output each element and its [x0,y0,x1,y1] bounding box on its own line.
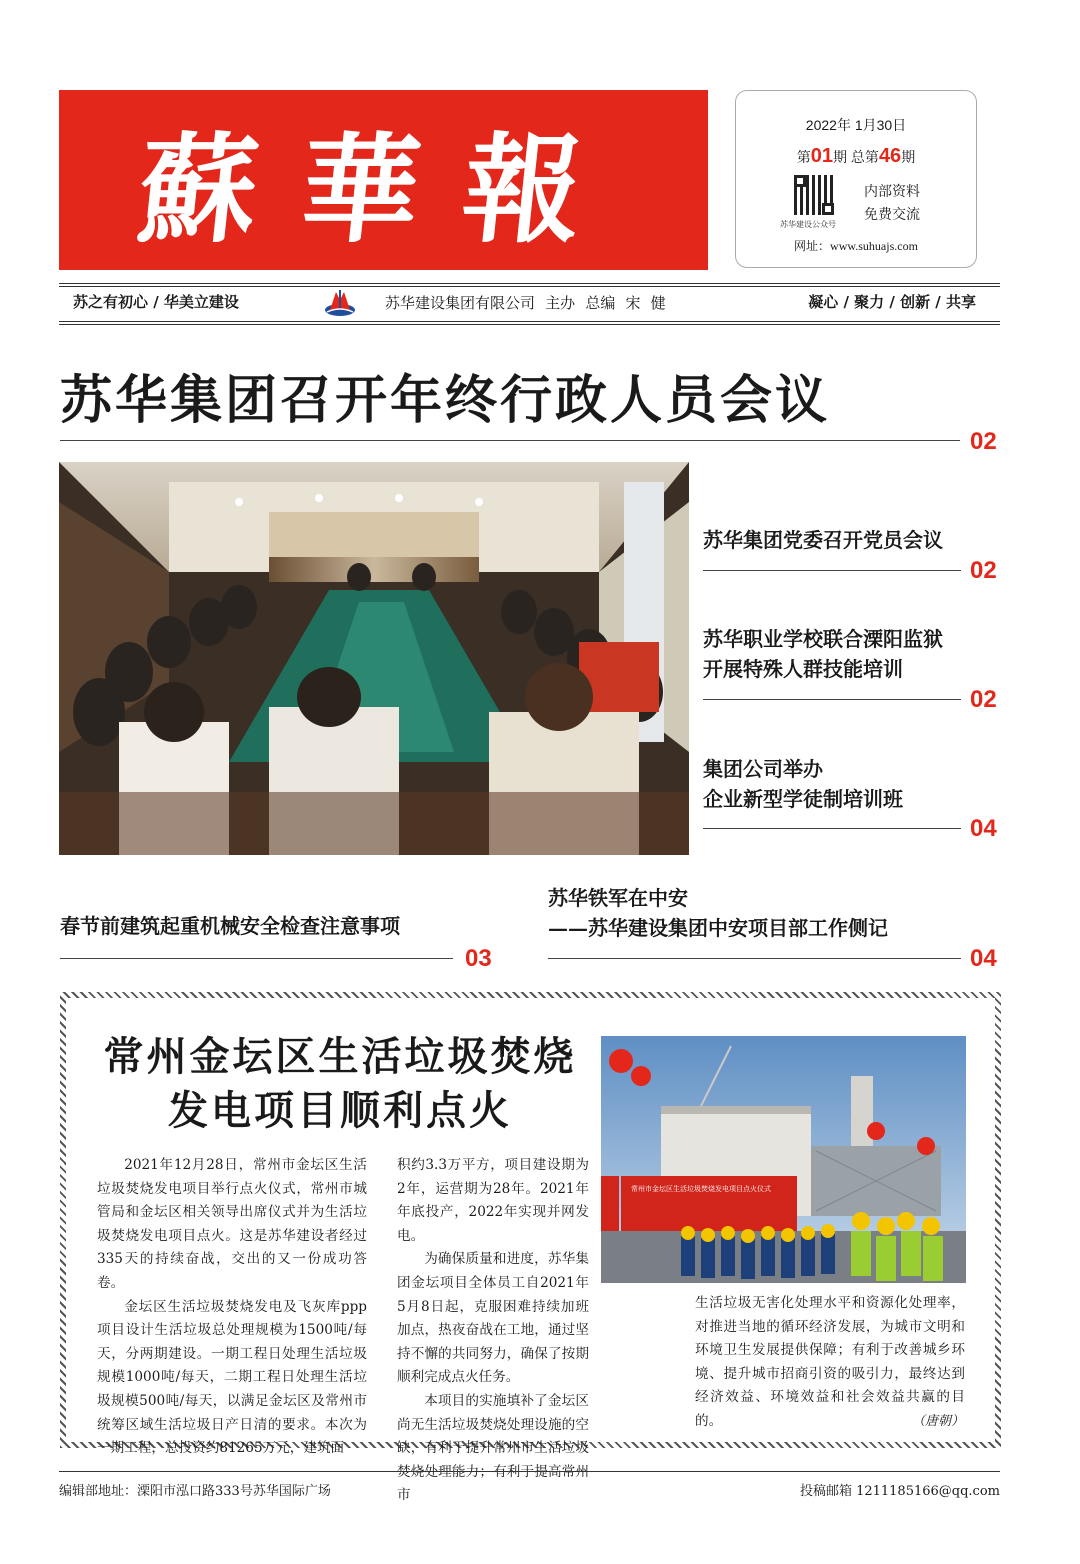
sidebar-title-party-meeting[interactable]: 苏华集团党委召开党员会议 [703,528,943,552]
sidebar-title-line: 开展特殊人群技能培训 [703,657,903,681]
free-note: 免费交流 [864,206,920,222]
website-url: 网址：www.suhuajs.com [794,239,918,253]
issue-mid: 期 总第 [833,149,879,165]
feature-headline-line1: 常州金坛区生活垃圾焚烧 [103,1033,577,1080]
feature-paragraph: 2021年12月28日，常州市金坛区生活垃圾焚烧发电项目举行点火仪式，常州市城管局和金坛区相关领导出席仪式并为生活垃圾焚烧发电项目点火。这是苏华建设者经过335天的持续奋战，交出的又一份成功答卷。 [97,1157,367,1291]
sidebar-title-prison-training[interactable] [703,624,943,684]
sidebar-page-3[interactable]: 04 [970,815,997,842]
qr-caption: 苏华建设公众号 [780,220,836,229]
masthead-banner [59,90,708,270]
sidebar-title-line: 苏华职业学校联合溧阳监狱 [703,627,943,651]
issue-date: 2022年 1月30日 [805,117,907,133]
lower-page-1[interactable]: 03 [465,945,492,972]
feature-headline[interactable] [80,1030,600,1138]
lead-headline[interactable]: 苏华集团召开年终行政人员会议 [60,370,831,431]
qr-code-icon [794,175,834,215]
feature-paragraph: 为确保质量和进度，苏华集团金坛项目全体员工自2021年5月8日起，克服困难持续加班加点，热夜奋战在工地，通过坚持不懈的共同努力，确保了按期顺利完成点火任务。 [397,1251,589,1386]
sidebar-rule-1 [703,570,961,571]
issue-suffix: 期 [901,149,916,165]
lower-rule-1 [60,958,453,959]
lower-title-line: ——苏华建设集团中安项目部工作侧记 [548,916,888,940]
ignition-ceremony-photo [601,1036,966,1283]
headline-rule [60,440,960,441]
lower-title-line: 苏华铁军在中安 [548,886,688,910]
feature-paragraph: 本项目的实施填补了金坛区尚无生活垃圾焚烧处理设施的空缺，有利于提升常州市生活垃圾焚烧处理能力；有利于提高常州市 [397,1392,589,1504]
banner-text: 常州市金坛区生活垃圾焚烧发电项目点火仪式 [631,1185,771,1193]
total-issue-no: 46 [878,145,902,167]
tagline-bottom-rule [59,321,1000,325]
lower-title-crane-safety[interactable]: 春节前建筑起重机械安全检查注意事项 [60,914,400,938]
internal-note: 内部资料 [864,183,920,199]
lower-rule-2 [548,958,961,959]
lower-title-zhongan[interactable] [548,883,888,943]
sidebar-title-line: 集团公司举办 [703,757,823,781]
issue-prefix: 第 [796,149,811,165]
sidebar-page-2[interactable]: 02 [970,686,997,713]
headline-page-number[interactable]: 02 [970,428,997,455]
feature-column-1 [97,1154,367,1461]
tagline-row [59,286,1000,320]
feature-paragraph: 金坛区生活垃圾焚烧发电及飞灰库ppp项目设计生活垃圾总处理规模为1500吨/每天，分两期建设。一期工程日处理生活垃圾规模1000吨/每天，二期工程日处理生活垃圾规模500吨/每天，以满足金坛区及常州市统筹区域生活垃圾日产日清的要求。本次为一期工程，总投资约81265万元，建筑面 [97,1298,367,1457]
publisher-line: 苏华建设集团有限公司 主办 总编 宋 健 [385,295,666,312]
footer [59,1472,1000,1502]
sidebar-rule-3 [703,828,961,829]
feature-paragraph: 积约3.3万平方，项目建设期为2年，运营期为28年。2021年年底投产，2022年实现并网发电。 [397,1157,589,1244]
feature-column-2 [397,1154,589,1508]
motto-left: 苏之有初心 / 华美立建设 [73,293,239,311]
issue-info-box [735,90,977,268]
issue-no: 01 [810,145,834,167]
issue-number [736,145,976,168]
sidebar-rule-2 [703,699,961,700]
article-author: （唐朝） [912,1414,965,1429]
sidebar-page-1[interactable]: 02 [970,557,997,584]
lower-page-2[interactable]: 04 [970,945,997,972]
feature-headline-line2: 发电项目顺利点火 [168,1087,512,1134]
sidebar-title-line: 企业新型学徒制培训班 [703,787,903,811]
feature-paragraph: 生活垃圾无害化处理水平和资源化处理率，对推进当地的循环经济发展，为城市文明和环境卫生发展提供保障；有利于改善城乡环境、提升城市招商引资的吸引力，最终达到经济效益、环境效益和社会效益共赢的目的。 [695,1295,965,1429]
motto-right: 凝心 / 聚力 / 创新 / 共享 [808,293,976,311]
sidebar-title-apprentice-training[interactable] [703,754,903,814]
newspaper-title: 蘇華報 [132,120,633,259]
editorial-address: 编辑部地址：溧阳市泓口路333号苏华国际广场 [59,1484,331,1499]
submission-email[interactable]: 投稿邮箱 1211185166@qq.com [799,1484,1000,1499]
meeting-photo [59,462,689,855]
company-logo-icon [324,286,356,318]
